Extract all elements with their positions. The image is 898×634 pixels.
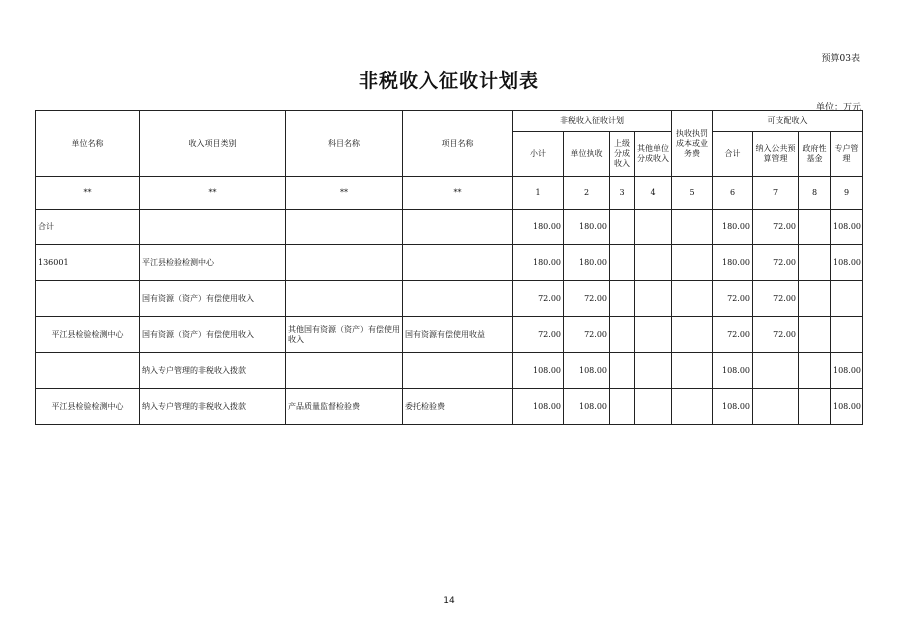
cell-unit-collect: 72.00 [564,281,610,317]
cell-item [403,281,513,317]
cell-special-mgmt: 108.00 [831,245,863,281]
cell-subtotal: 108.00 [513,389,564,425]
header-gov-fund: 政府性基金 [799,132,831,177]
cell-category: 纳入专户管理的非税收入拨款 [140,389,286,425]
cell-total: 180.00 [713,210,753,245]
cell-subject [286,245,403,281]
cell-special-mgmt: 108.00 [831,353,863,389]
cell-total: 72.00 [713,281,753,317]
cell-gov-fund [799,353,831,389]
cell-enforce-cost [672,353,713,389]
cell-subject [286,353,403,389]
header-enforce-cost: 执收执罚成本或业务费 [672,111,713,177]
cell-enforce-cost [672,245,713,281]
header-item-name: 项目名称 [403,111,513,177]
page-number: 14 [443,596,455,606]
page-title: 非税收入征收计划表 [358,70,539,92]
cell-public-budget: 72.00 [753,281,799,317]
form-code: 预算03表 [821,54,860,64]
cell-gov-fund [799,317,831,353]
cell-item: 委托检验费 [403,389,513,425]
cell-unit-collect: 108.00 [564,389,610,425]
index-cell: ** [286,177,403,210]
cell-unit: 136001 [36,245,140,281]
header-unit-name: 单位名称 [36,111,140,177]
header-subtotal: 小计 [513,132,564,177]
cell-category [140,210,286,245]
cell-subtotal: 72.00 [513,317,564,353]
cell-total: 72.00 [713,317,753,353]
cell-special-mgmt: 108.00 [831,210,863,245]
cell-subject [286,281,403,317]
header-other-share: 其他单位分成收入 [635,132,672,177]
index-cell: 2 [564,177,610,210]
cell-gov-fund [799,389,831,425]
index-cell: ** [140,177,286,210]
header-plan-group: 非税收入征收计划 [513,111,672,132]
cell-enforce-cost [672,210,713,245]
cell-gov-fund [799,245,831,281]
index-cell: 1 [513,177,564,210]
cell-category: 国有资源（资产）有偿使用收入 [140,281,286,317]
cell-item: 国有资源有偿使用收益 [403,317,513,353]
index-cell: 5 [672,177,713,210]
table-row [36,210,863,245]
cell-unit-collect: 108.00 [564,353,610,389]
cell-upper-share [610,353,635,389]
cell-enforce-cost [672,281,713,317]
cell-subject: 产品质量监督检验费 [286,389,403,425]
cell-unit: 平江县检验检测中心 [36,317,140,353]
cell-enforce-cost [672,317,713,353]
cell-item [403,353,513,389]
cell-total: 180.00 [713,245,753,281]
cell-enforce-cost [672,389,713,425]
header-unit-collect: 单位执收 [564,132,610,177]
cell-gov-fund [799,210,831,245]
header-income-category: 收入项目类别 [140,111,286,177]
cell-item [403,210,513,245]
cell-public-budget: 72.00 [753,245,799,281]
unit-label: 单位：万元 [815,103,861,113]
cell-public-budget [753,389,799,425]
index-cell: 6 [713,177,753,210]
index-cell: 8 [799,177,831,210]
table-row [36,245,863,281]
index-cell: 3 [610,177,635,210]
cell-upper-share [610,281,635,317]
table-row [36,353,863,389]
table-row [36,317,863,353]
cell-upper-share [610,210,635,245]
index-row [36,177,863,210]
cell-upper-share [610,317,635,353]
revenue-plan-table [35,110,863,425]
cell-upper-share [610,389,635,425]
index-cell: 7 [753,177,799,210]
index-cell: 4 [635,177,672,210]
cell-subtotal: 108.00 [513,353,564,389]
cell-subtotal: 72.00 [513,281,564,317]
cell-gov-fund [799,281,831,317]
table-row [36,281,863,317]
cell-other-share [635,353,672,389]
cell-unit-collect: 180.00 [564,210,610,245]
cell-total: 108.00 [713,389,753,425]
cell-total: 108.00 [713,353,753,389]
cell-unit-collect: 72.00 [564,317,610,353]
cell-other-share [635,210,672,245]
index-cell: ** [36,177,140,210]
cell-subtotal: 180.00 [513,245,564,281]
cell-other-share [635,389,672,425]
header-public-budget: 纳入公共预算管理 [753,132,799,177]
cell-unit [36,353,140,389]
header-total: 合计 [713,132,753,177]
cell-unit [36,281,140,317]
cell-category: 纳入专户管理的非税收入拨款 [140,353,286,389]
header-special-mgmt: 专户管理 [831,132,863,177]
cell-subtotal: 180.00 [513,210,564,245]
cell-special-mgmt [831,281,863,317]
cell-special-mgmt [831,317,863,353]
header-disposable-group: 可支配收入 [713,111,863,132]
cell-special-mgmt: 108.00 [831,389,863,425]
cell-public-budget: 72.00 [753,210,799,245]
cell-public-budget [753,353,799,389]
cell-other-share [635,317,672,353]
cell-unit: 合计 [36,210,140,245]
table-row [36,389,863,425]
cell-subject: 其他国有资源（资产）有偿使用收入 [286,317,403,353]
cell-category: 平江县检验检测中心 [140,245,286,281]
header-upper-share: 上级分成收入 [610,132,635,177]
header-row-top [36,111,863,132]
cell-unit: 平江县检验检测中心 [36,389,140,425]
cell-other-share [635,281,672,317]
cell-item [403,245,513,281]
cell-subject [286,210,403,245]
cell-public-budget: 72.00 [753,317,799,353]
index-cell: ** [403,177,513,210]
cell-category: 国有资源（资产）有偿使用收入 [140,317,286,353]
index-cell: 9 [831,177,863,210]
cell-upper-share [610,245,635,281]
cell-other-share [635,245,672,281]
cell-unit-collect: 180.00 [564,245,610,281]
header-subject-name: 科目名称 [286,111,403,177]
